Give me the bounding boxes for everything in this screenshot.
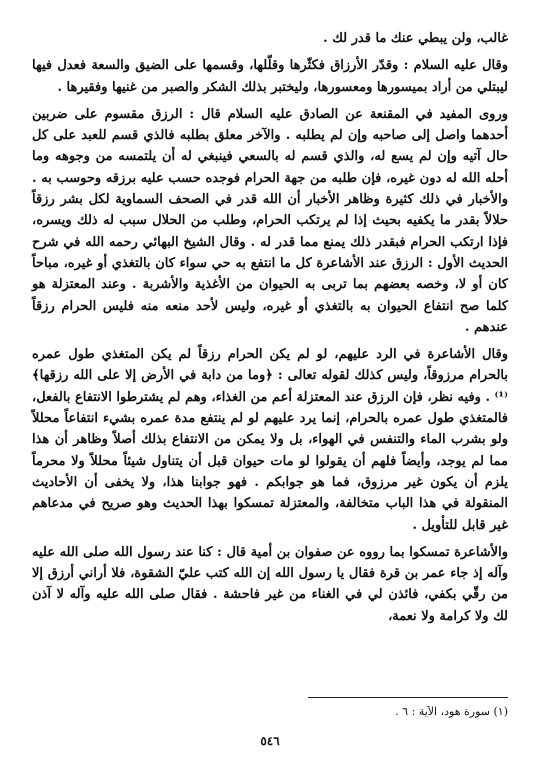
footnote-divider: [308, 697, 508, 698]
paragraph-4: وقال الأشاعرة في الرد عليهم، لو لم يكن الحرام رزقاً لم يكن المتغذي طول عمره بالحرام مرزوقاً، وليس كذلك لقوله تعالى : ﴿وما من دابة في الأرض إلا على الله رزقها﴾⁽¹⁾ . وفيه نظر، فإن الرزق عند المعتزلة أعم من الغذاء، وهم لم يشترطوا الانتفاع بالفعل، فالمتغذي طول عمره بالحرام، إنما يرد عليهم لو لم ينتفع مدة عمره بشيء انتفاعاً محللاً ولو بشرب الماء والتنفس في الهواء، بل ولا يمكن من الانتفاع بذلك أصلاً وظاهر أن هذا مما لم يوجد، وأيضاً فلهم أن يقولوا لو مات حيوان قبل أن يتناول شيئاً محللاً ولا محرماً يلزم أن يكون غير مرزوق، فما هو جوابكم . فهو جوابنا هذا، ولا يخفى أن الأحاديث المنقولة في هذا الباب متخالفة، والمعتزلة تمسكوا بهذا الحديث وهو صريح في مدعاهم غير قابل للتأويل .: [32, 347, 508, 533]
page-number: ٥٤٦: [260, 734, 280, 748]
paragraph-2: وقال عليه السلام : وقدّر الأرزاق فكثّرها وقلّلها، وقسمها على الضيق والسعة فعدل فيها ليبتلي من أراد بميسورها ومعسورها، وليختبر بذلك الشكر والصبر من غنيها وفقيرها .: [32, 58, 508, 95]
paragraph-3: وروى المفيد في المقنعة عن الصادق عليه السلام قال : الرزق مقسوم على ضربين أحدهما واصل إلى صاحبه وإن لم يطلبه . والآخر معلق بطلبه فالذي قسم للعبد على كل حال آتيه وإن لم يسع له، والذي قسم له بالسعي فينبغي له أن يلتمسه من وجوهه وما أحله الله له دون غيره، فإن طلبه من جهة الحرام فوجده حسب عليه برزقه وحوسب به . والأخبار في ذلك كثيرة وظاهر الأخبار أن الله قدر في الصحف السماوية لكل بشر رزقاً حلالاً بقدر ما يكفيه بحيث إذا لم يرتكب الحرام، وطلب من الحلال سبب له ذلك ويسره، فإذا ارتكب الحرام فبقدر ذلك يمنع مما قدر له . وقال الشيخ البهائي رحمه الله في شرح الحديث الأول : الرزق عند الأشاعرة كل ما انتفع به حي سواء كان بالتغذي أو غيره، مباحاً كان أو لا، وخصه بعضهم بما تربى به الحيوان من الأغذية والأشربة . وعند المعتزلة هو كلما صح انتفاع الحيوان به بالتغذي أو غيره، وليس لأحد منعه منه فليس الحرام رزقاً عندهم .: [32, 106, 508, 335]
paragraph-1: غالب، ولن يبطي عنك ما قدر لك .: [323, 31, 508, 46]
footnote: (١) سورة هود، الآية : ٦ .: [395, 705, 508, 718]
paragraph-5: والأشاعرة تمسكوا بما رووه عن صفوان بن أمية قال : كنا عند رسول الله صلى الله عليه وآله إذ جاء عمر بن قرة فقال يا رسول الله إن الله كتب عليّ الشقوة، فلا أراني أرزق إلا من رقّي بكفي، فائذن لي في الغناء من غير فاحشة . فقال صلى الله عليه وآله لا آذن لك ولا كرامة ولا نعمة،: [32, 544, 508, 624]
